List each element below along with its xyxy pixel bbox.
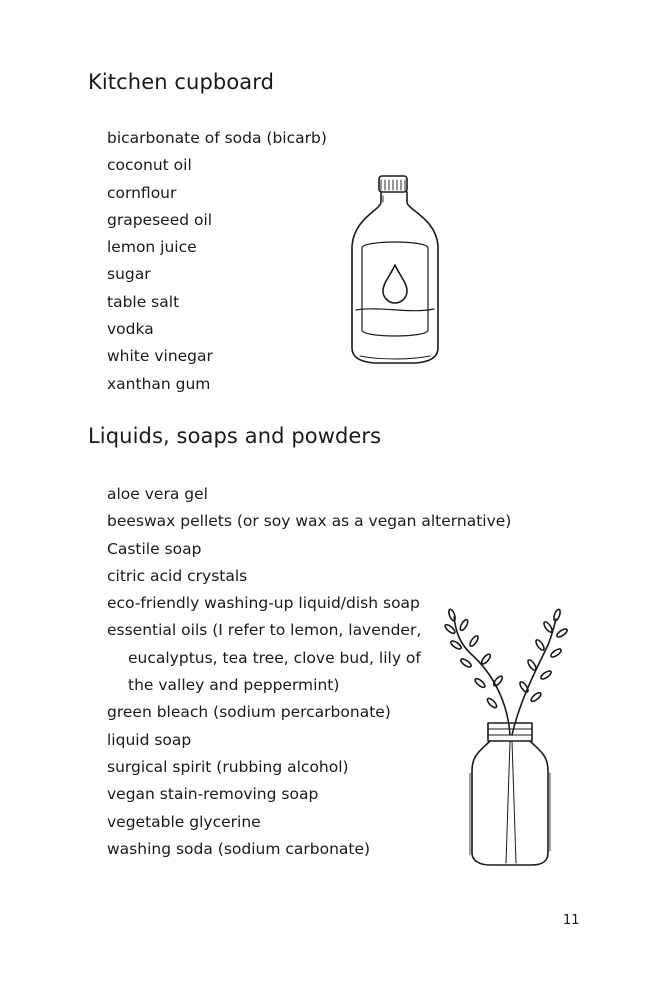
bottle-with-drop-icon bbox=[340, 170, 450, 380]
list-item: citric acid crystals bbox=[107, 566, 248, 585]
section-heading-kitchen-cupboard: Kitchen cupboard bbox=[88, 70, 275, 94]
list-item: eco-friendly washing-up liquid/dish soap bbox=[107, 594, 420, 613]
list-item: washing soda (sodium carbonate) bbox=[107, 839, 371, 858]
list-item: cornflour bbox=[107, 183, 177, 202]
list-item: white vinegar bbox=[107, 347, 213, 366]
list-item: surgical spirit (rubbing alcohol) bbox=[107, 757, 349, 776]
list-item: sugar bbox=[107, 265, 151, 284]
list-item: beeswax pellets (or soy wax as a vegan alternative) bbox=[107, 512, 512, 531]
list-item: Castile soap bbox=[107, 539, 202, 558]
list-item: grapeseed oil bbox=[107, 210, 213, 229]
list-item: table salt bbox=[107, 292, 180, 311]
page-number: 11 bbox=[563, 913, 580, 928]
list-item: green bleach (sodium percarbonate) bbox=[107, 703, 391, 722]
vase-with-sprigs-icon bbox=[440, 605, 570, 870]
list-item: vegetable glycerine bbox=[107, 812, 261, 831]
list-item-line: essential oils (I refer to lemon, lavender, bbox=[107, 621, 422, 640]
list-item: lemon juice bbox=[107, 238, 197, 257]
list-item: vegan stain-removing soap bbox=[107, 785, 319, 804]
list-item: aloe vera gel bbox=[107, 485, 208, 503]
kitchen-cupboard-list bbox=[107, 125, 327, 398]
list-item: xanthan gum bbox=[107, 374, 211, 393]
list-item: bicarbonate of soda (bicarb) bbox=[107, 129, 327, 147]
list-item: liquid soap bbox=[107, 730, 192, 749]
list-item: coconut oil bbox=[107, 156, 192, 175]
section-heading-liquids-soaps-powders: Liquids, soaps and powders bbox=[88, 424, 382, 448]
list-item: vodka bbox=[107, 320, 154, 339]
list-item-line: the valley and peppermint) bbox=[128, 676, 340, 695]
list-item-line: eucalyptus, tea tree, clove bud, lily of bbox=[128, 648, 421, 667]
